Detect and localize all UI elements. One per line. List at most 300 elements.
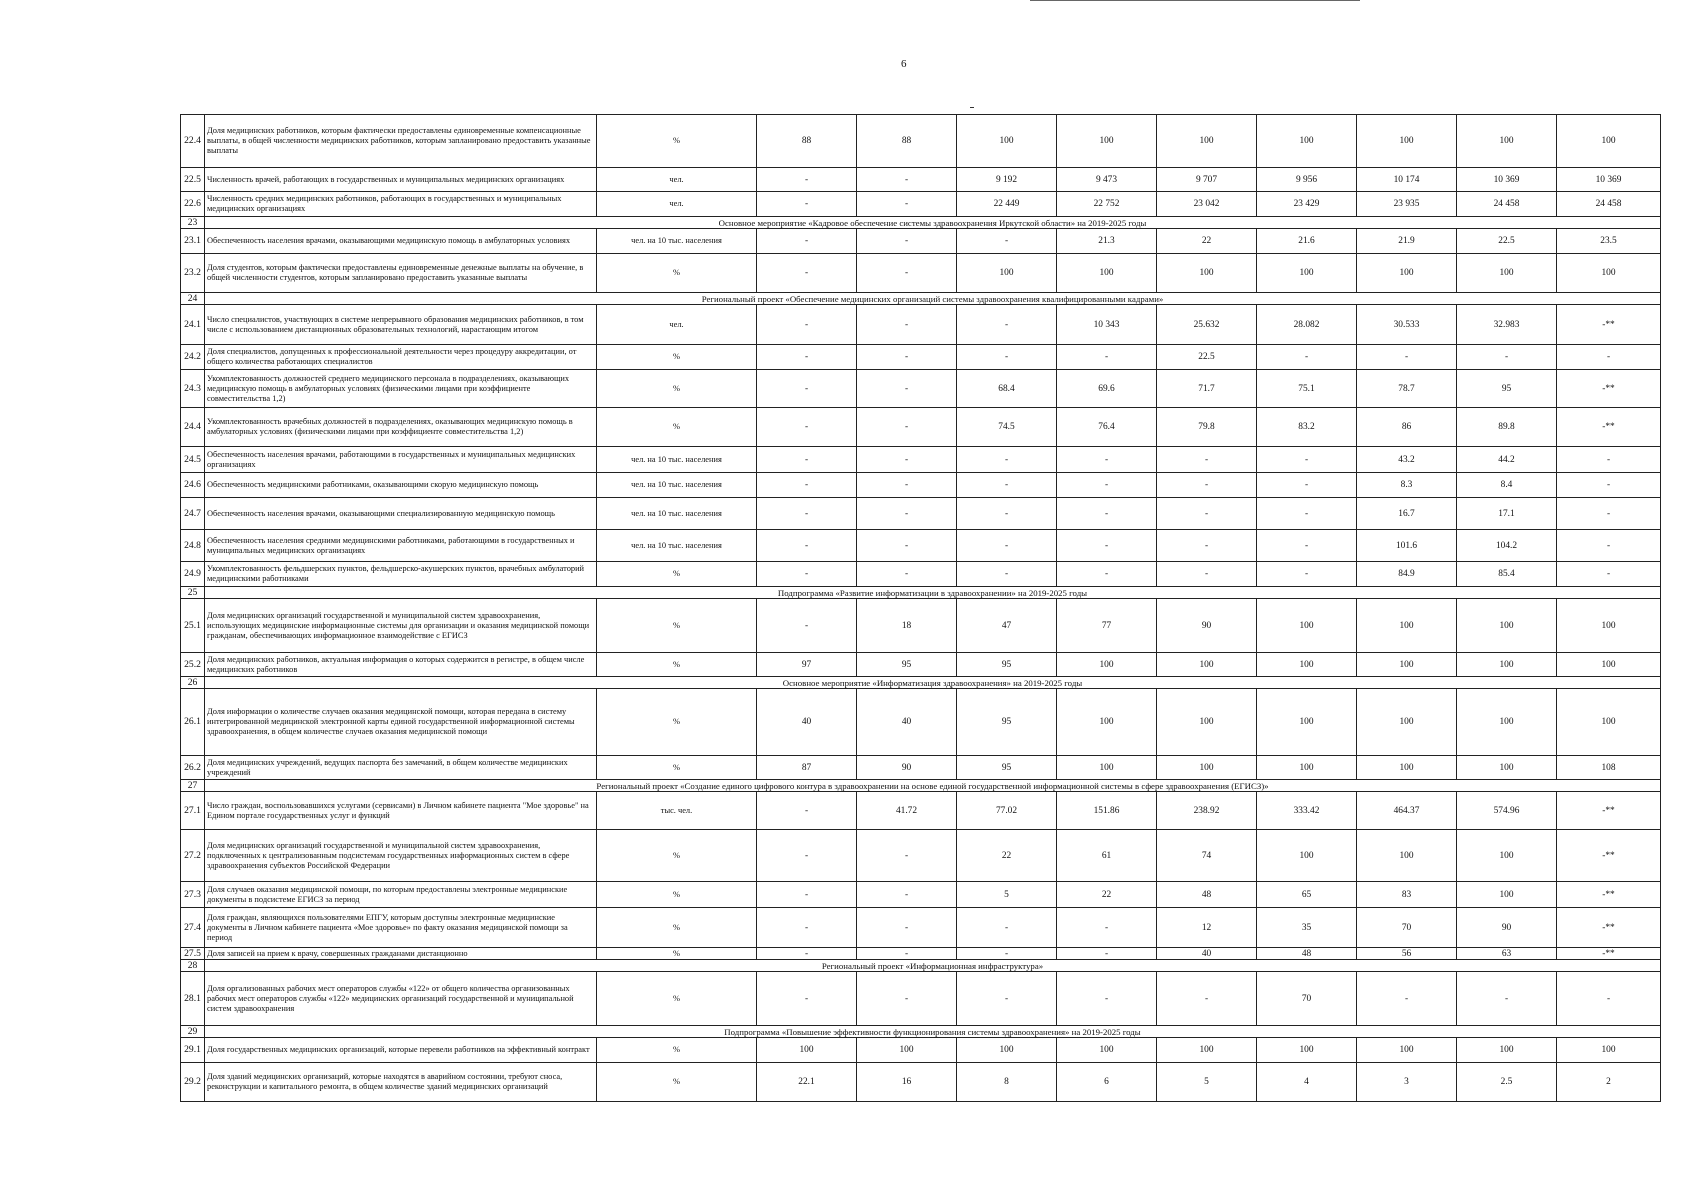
value-cell: - — [757, 830, 857, 882]
row-number: 25 — [181, 587, 205, 599]
value-cell: 61 — [1057, 830, 1157, 882]
value-cell: - — [1557, 498, 1661, 530]
value-cell: 40 — [1157, 948, 1257, 960]
table-row — [181, 689, 1661, 756]
value-cell: 100 — [1457, 254, 1557, 293]
value-cell: 151.86 — [1057, 792, 1157, 830]
value-cell: - — [757, 948, 857, 960]
indicator-name: Доля случаев оказания медицинской помощи, по которым предоставлены электронные медицинские документы в подсистеме ЕГИСЗ за период — [205, 882, 597, 908]
row-number: 24.4 — [181, 408, 205, 447]
value-cell: 100 — [1257, 756, 1357, 780]
table-row — [181, 830, 1661, 882]
value-cell: 16.7 — [1357, 498, 1457, 530]
value-cell: 77.02 — [957, 792, 1057, 830]
value-cell: - — [957, 530, 1057, 562]
unit-cell: % — [597, 599, 757, 653]
table-row — [181, 1063, 1661, 1102]
value-cell: 100 — [1457, 1038, 1557, 1063]
value-cell: 100 — [1557, 599, 1661, 653]
value-cell: 24 458 — [1557, 192, 1661, 217]
value-cell: - — [1157, 972, 1257, 1026]
value-cell: 44.2 — [1457, 447, 1557, 473]
value-cell: - — [1057, 972, 1157, 1026]
indicator-name: Число специалистов, участвующих в системе непрерывного образования медицинских работников, в том числе с использованием дистанционных образовательных технологий, нарастающим итогом — [205, 305, 597, 345]
value-cell: 100 — [1257, 254, 1357, 293]
table-row — [181, 115, 1661, 168]
table-row — [181, 882, 1661, 908]
unit-cell: % — [597, 972, 757, 1026]
value-cell: - — [757, 530, 857, 562]
table-row — [181, 530, 1661, 562]
row-number: 23 — [181, 217, 205, 229]
scan-dash-mark — [970, 107, 974, 108]
value-cell: - — [757, 305, 857, 345]
section-row — [181, 587, 1661, 599]
value-cell: - — [757, 882, 857, 908]
value-cell: 4 — [1257, 1063, 1357, 1102]
value-cell: 90 — [1457, 908, 1557, 948]
value-cell: 100 — [1057, 689, 1157, 756]
unit-cell: чел. на 10 тыс. населения — [597, 473, 757, 498]
section-row — [181, 960, 1661, 972]
value-cell: 100 — [1157, 756, 1257, 780]
value-cell: 3 — [1357, 1063, 1457, 1102]
table-row — [181, 447, 1661, 473]
value-cell: 56 — [1357, 948, 1457, 960]
value-cell: 10 369 — [1557, 168, 1661, 192]
indicator-name: Доля медицинских организаций государственной и муниципальной систем здравоохранения, подключенных к централизованным подсистемам государственных информационных систем в сфере здравоохранения субъектов Российской Федерации — [205, 830, 597, 882]
value-cell: 83 — [1357, 882, 1457, 908]
value-cell: 23 042 — [1157, 192, 1257, 217]
value-cell: 22 — [957, 830, 1057, 882]
section-title: Основное мероприятие «Кадровое обеспечение системы здравоохранения Иркутской области» на 2019-2025 годы — [205, 217, 1661, 229]
value-cell: -** — [1557, 908, 1661, 948]
value-cell: - — [757, 908, 857, 948]
table-row — [181, 948, 1661, 960]
value-cell: 87 — [757, 756, 857, 780]
value-cell: - — [957, 948, 1057, 960]
section-row — [181, 1026, 1661, 1038]
value-cell: 95 — [857, 653, 957, 677]
row-number: 22.5 — [181, 168, 205, 192]
indicator-name: Обеспеченность населения врачами, оказывающими специализированную медицинскую помощь — [205, 498, 597, 530]
value-cell: -** — [1557, 882, 1661, 908]
value-cell: 100 — [1157, 653, 1257, 677]
row-number: 24.5 — [181, 447, 205, 473]
value-cell: 101.6 — [1357, 530, 1457, 562]
scan-edge-line — [1030, 0, 1360, 1]
value-cell: 70 — [1257, 972, 1357, 1026]
value-cell: 90 — [857, 756, 957, 780]
value-cell: 100 — [1357, 830, 1457, 882]
value-cell: - — [1557, 473, 1661, 498]
value-cell: 100 — [1457, 115, 1557, 168]
indicator-name: Доля оргализованных рабочих мест операторов службы «122» от общего количества организованных рабочих мест операторов службы «122» медицинских организаций государственной и муниципальной систем здравоохранения — [205, 972, 597, 1026]
value-cell: 100 — [1057, 653, 1157, 677]
value-cell: 95 — [957, 756, 1057, 780]
value-cell: - — [857, 254, 957, 293]
value-cell: 100 — [1057, 254, 1157, 293]
value-cell: 68.4 — [957, 370, 1057, 408]
unit-cell: чел. — [597, 192, 757, 217]
value-cell: - — [757, 192, 857, 217]
value-cell: - — [1257, 530, 1357, 562]
section-title: Региональный проект «Создание единого цифрового контура в здравоохранении на основе единой государственной информационной системы в сфере здравоохранения (ЕГИСЗ)» — [205, 780, 1661, 792]
value-cell: 333.42 — [1257, 792, 1357, 830]
indicator-name: Укомплектованность врачебных должностей в подразделениях, оказывающих медицинскую помощь в амбулаторных условиях (физическими лицами при коэффициенте совместительства 1,2) — [205, 408, 597, 447]
unit-cell: % — [597, 830, 757, 882]
unit-cell: % — [597, 562, 757, 587]
section-title: Региональный проект «Обеспечение медицинских организаций системы здравоохранения квалифицированными кадрами» — [205, 293, 1661, 305]
value-cell: 90 — [1157, 599, 1257, 653]
unit-cell: чел. на 10 тыс. населения — [597, 447, 757, 473]
indicator-name: Доля государственных медицинских организаций, которые перевели работников на эффективный контракт — [205, 1038, 597, 1063]
value-cell: 88 — [757, 115, 857, 168]
row-number: 27.3 — [181, 882, 205, 908]
value-cell: 6 — [1057, 1063, 1157, 1102]
value-cell: 23 935 — [1357, 192, 1457, 217]
value-cell: 100 — [1457, 882, 1557, 908]
row-number: 26.2 — [181, 756, 205, 780]
value-cell: 574.96 — [1457, 792, 1557, 830]
value-cell: 100 — [757, 1038, 857, 1063]
value-cell: 22 — [1057, 882, 1157, 908]
value-cell: 69.6 — [1057, 370, 1157, 408]
unit-cell: % — [597, 408, 757, 447]
value-cell: - — [757, 229, 857, 254]
value-cell: 8.4 — [1457, 473, 1557, 498]
indicator-name: Доля студентов, которым фактически предоставлены единовременные денежные выплаты на обучение, в общей численности студентов, которым запланировано предоставить указанные выплаты — [205, 254, 597, 293]
value-cell: - — [1057, 530, 1157, 562]
value-cell: 100 — [1357, 653, 1457, 677]
value-cell: 464.37 — [1357, 792, 1457, 830]
value-cell: 100 — [1157, 1038, 1257, 1063]
value-cell: 8.3 — [1357, 473, 1457, 498]
value-cell: - — [1257, 562, 1357, 587]
value-cell: 100 — [1557, 1038, 1661, 1063]
indicator-name: Обеспеченность населения врачами, работающими в государственных и муниципальных медицинских организациях — [205, 447, 597, 473]
table-row — [181, 473, 1661, 498]
row-number: 28 — [181, 960, 205, 972]
table-row — [181, 792, 1661, 830]
value-cell: 79.8 — [1157, 408, 1257, 447]
value-cell: - — [957, 972, 1057, 1026]
unit-cell: % — [597, 254, 757, 293]
value-cell: - — [1257, 345, 1357, 370]
value-cell: 100 — [957, 115, 1057, 168]
value-cell: 10 369 — [1457, 168, 1557, 192]
value-cell: 23.5 — [1557, 229, 1661, 254]
table-row — [181, 254, 1661, 293]
value-cell: - — [857, 830, 957, 882]
value-cell: 22 752 — [1057, 192, 1157, 217]
row-number: 24.8 — [181, 530, 205, 562]
value-cell: - — [1457, 972, 1557, 1026]
value-cell: 10 343 — [1057, 305, 1157, 345]
value-cell: 5 — [1157, 1063, 1257, 1102]
section-row — [181, 217, 1661, 229]
value-cell: 100 — [1157, 115, 1257, 168]
value-cell: 100 — [1257, 689, 1357, 756]
value-cell: 48 — [1157, 882, 1257, 908]
table-row — [181, 1038, 1661, 1063]
value-cell: 100 — [1357, 254, 1457, 293]
value-cell: 100 — [1157, 254, 1257, 293]
value-cell: - — [1057, 498, 1157, 530]
value-cell: - — [1257, 473, 1357, 498]
value-cell: 18 — [857, 599, 957, 653]
row-number: 24.1 — [181, 305, 205, 345]
value-cell: 47 — [957, 599, 1057, 653]
value-cell: - — [1557, 447, 1661, 473]
row-number: 24.9 — [181, 562, 205, 587]
value-cell: 74 — [1157, 830, 1257, 882]
indicator-name: Укомплектованность фельдшерских пунктов, фельдшерско-акушерских пунктов, врачебных амбулаторий медицинскими работниками — [205, 562, 597, 587]
indicator-name: Обеспеченность населения врачами, оказывающими медицинскую помощь в амбулаторных условиях — [205, 229, 597, 254]
value-cell: 100 — [1257, 830, 1357, 882]
value-cell: - — [857, 192, 957, 217]
value-cell: 22 — [1157, 229, 1257, 254]
indicator-name: Доля информации о количестве случаев оказания медицинской помощи, которая передана в систему интегрированной медицинской электронной карты единой государственной информационной системы здравоохранения, в общем количестве случаев оказания медицинской помощи — [205, 689, 597, 756]
value-cell: 100 — [1457, 689, 1557, 756]
row-number: 24.2 — [181, 345, 205, 370]
indicator-name: Численность врачей, работающих в государственных и муниципальных медицинских организациях — [205, 168, 597, 192]
value-cell: -** — [1557, 408, 1661, 447]
indicator-name: Доля медицинских работников, которым фактически предоставлены единовременные компенсационные выплаты, в общей численности медицинских работников, которым запланировано предоставить указанные выплаты — [205, 115, 597, 168]
value-cell: 77 — [1057, 599, 1157, 653]
value-cell: 100 — [1257, 1038, 1357, 1063]
value-cell: 9 707 — [1157, 168, 1257, 192]
value-cell: 9 473 — [1057, 168, 1157, 192]
value-cell: - — [1557, 562, 1661, 587]
indicator-name: Доля зданий медицинских организаций, которые находятся в аварийном состоянии, требуют сноса, реконструкции и капитального ремонта, в общем количестве зданий медицинских организаций — [205, 1063, 597, 1102]
value-cell: - — [857, 562, 957, 587]
unit-cell: % — [597, 1038, 757, 1063]
value-cell: 35 — [1257, 908, 1357, 948]
value-cell: - — [957, 447, 1057, 473]
value-cell: - — [957, 305, 1057, 345]
value-cell: -** — [1557, 792, 1661, 830]
value-cell: 32.983 — [1457, 305, 1557, 345]
row-number: 26.1 — [181, 689, 205, 756]
value-cell: 97 — [757, 653, 857, 677]
value-cell: 100 — [1457, 830, 1557, 882]
value-cell: 100 — [1557, 115, 1661, 168]
section-row — [181, 293, 1661, 305]
value-cell: 41.72 — [857, 792, 957, 830]
value-cell: - — [1057, 447, 1157, 473]
row-number: 29.1 — [181, 1038, 205, 1063]
value-cell: - — [757, 792, 857, 830]
value-cell: - — [1257, 498, 1357, 530]
unit-cell: чел. — [597, 168, 757, 192]
indicator-name: Обеспеченность медицинскими работниками, оказывающими скорую медицинскую помощь — [205, 473, 597, 498]
value-cell: 9 192 — [957, 168, 1057, 192]
value-cell: 85.4 — [1457, 562, 1557, 587]
value-cell: 75.1 — [1257, 370, 1357, 408]
value-cell: - — [857, 229, 957, 254]
value-cell: - — [1157, 530, 1257, 562]
value-cell: - — [757, 972, 857, 1026]
value-cell: 95 — [957, 689, 1057, 756]
value-cell: - — [757, 370, 857, 408]
row-number: 25.1 — [181, 599, 205, 653]
value-cell: 25.632 — [1157, 305, 1257, 345]
value-cell: 16 — [857, 1063, 957, 1102]
table-row — [181, 653, 1661, 677]
value-cell: 100 — [1557, 689, 1661, 756]
value-cell: 76.4 — [1057, 408, 1157, 447]
section-row — [181, 780, 1661, 792]
table-row — [181, 168, 1661, 192]
value-cell: 5 — [957, 882, 1057, 908]
value-cell: 9 956 — [1257, 168, 1357, 192]
indicator-name: Доля записей на прием к врачу, совершенных гражданами дистанционно — [205, 948, 597, 960]
value-cell: 17.1 — [1457, 498, 1557, 530]
value-cell: - — [1157, 562, 1257, 587]
value-cell: - — [857, 972, 957, 1026]
value-cell: -** — [1557, 830, 1661, 882]
value-cell: 100 — [1557, 653, 1661, 677]
value-cell: 48 — [1257, 948, 1357, 960]
value-cell: 22.5 — [1157, 345, 1257, 370]
value-cell: 89.8 — [1457, 408, 1557, 447]
row-number: 24.6 — [181, 473, 205, 498]
value-cell: 65 — [1257, 882, 1357, 908]
value-cell: - — [957, 473, 1057, 498]
value-cell: 100 — [1057, 1038, 1157, 1063]
row-number: 25.2 — [181, 653, 205, 677]
unit-cell: % — [597, 370, 757, 408]
unit-cell: % — [597, 756, 757, 780]
value-cell: - — [957, 562, 1057, 587]
section-title: Подпрограмма «Повышение эффективности функционирования системы здравоохранения» на 2019-2025 годы — [205, 1026, 1661, 1038]
value-cell: - — [757, 447, 857, 473]
unit-cell: % — [597, 345, 757, 370]
value-cell: - — [857, 305, 957, 345]
value-cell: 95 — [1457, 370, 1557, 408]
table-row — [181, 229, 1661, 254]
value-cell: 40 — [757, 689, 857, 756]
indicator-name: Доля медицинских организаций государственной и муниципальной систем здравоохранения, использующих медицинские информационные системы для организации и оказания медицинской помощи гражданам, обеспечивающих информационное взаимодействие с ЕГИСЗ — [205, 599, 597, 653]
value-cell: 22.1 — [757, 1063, 857, 1102]
value-cell: - — [957, 345, 1057, 370]
value-cell: 28.082 — [1257, 305, 1357, 345]
value-cell: 86 — [1357, 408, 1457, 447]
value-cell: - — [857, 882, 957, 908]
value-cell: - — [857, 908, 957, 948]
value-cell: 83.2 — [1257, 408, 1357, 447]
table-row — [181, 345, 1661, 370]
value-cell: - — [1057, 345, 1157, 370]
value-cell: 100 — [857, 1038, 957, 1063]
value-cell: 100 — [1357, 599, 1457, 653]
value-cell: - — [1457, 345, 1557, 370]
value-cell: 71.7 — [1157, 370, 1257, 408]
value-cell: 100 — [1557, 254, 1661, 293]
value-cell: 100 — [1357, 756, 1457, 780]
value-cell: -** — [1557, 370, 1661, 408]
value-cell: 95 — [957, 653, 1057, 677]
indicators-table — [180, 114, 1661, 1102]
value-cell: 100 — [1357, 115, 1457, 168]
value-cell: 100 — [1357, 689, 1457, 756]
value-cell: 100 — [1257, 599, 1357, 653]
value-cell: 30.533 — [1357, 305, 1457, 345]
value-cell: 78.7 — [1357, 370, 1457, 408]
unit-cell: чел. на 10 тыс. населения — [597, 229, 757, 254]
indicator-name: Укомплектованность должностей среднего медицинского персонала в подразделениях, оказывающих медицинскую помощь в амбулаторных условиях (физическими лицами при коэффициенте совместительства 1,2) — [205, 370, 597, 408]
value-cell: 12 — [1157, 908, 1257, 948]
value-cell: 108 — [1557, 756, 1661, 780]
table-row — [181, 498, 1661, 530]
value-cell: - — [1557, 972, 1661, 1026]
value-cell: - — [857, 370, 957, 408]
value-cell: - — [1057, 948, 1157, 960]
value-cell: - — [1257, 447, 1357, 473]
value-cell: 104.2 — [1457, 530, 1557, 562]
value-cell: 22 449 — [957, 192, 1057, 217]
row-number: 27 — [181, 780, 205, 792]
value-cell: - — [957, 498, 1057, 530]
unit-cell: чел. на 10 тыс. населения — [597, 498, 757, 530]
value-cell: 70 — [1357, 908, 1457, 948]
indicator-name: Число граждан, воспользовавшихся услугами (сервисами) в Личном кабинете пациента "Мое здоровье" на Едином портале государственных услуг и функций — [205, 792, 597, 830]
value-cell: - — [757, 345, 857, 370]
value-cell: 100 — [957, 254, 1057, 293]
row-number: 26 — [181, 677, 205, 689]
row-number: 27.2 — [181, 830, 205, 882]
value-cell: 24 458 — [1457, 192, 1557, 217]
value-cell: - — [1057, 908, 1157, 948]
unit-cell: % — [597, 115, 757, 168]
indicator-name: Доля медицинских работников, актуальная информация о которых содержится в регистре, в общем числе медицинских работников — [205, 653, 597, 677]
value-cell: - — [1557, 345, 1661, 370]
value-cell: 100 — [1457, 756, 1557, 780]
row-number: 27.1 — [181, 792, 205, 830]
value-cell: 100 — [1257, 115, 1357, 168]
unit-cell: чел. — [597, 305, 757, 345]
row-number: 27.5 — [181, 948, 205, 960]
table-row — [181, 408, 1661, 447]
value-cell: 21.9 — [1357, 229, 1457, 254]
value-cell: - — [857, 948, 957, 960]
value-cell: 100 — [1357, 1038, 1457, 1063]
table-row — [181, 756, 1661, 780]
table-row — [181, 599, 1661, 653]
unit-cell: % — [597, 882, 757, 908]
row-number: 23.1 — [181, 229, 205, 254]
value-cell: - — [1057, 562, 1157, 587]
value-cell: 88 — [857, 115, 957, 168]
value-cell: 21.3 — [1057, 229, 1157, 254]
value-cell: - — [757, 599, 857, 653]
section-title: Региональный проект «Информационная инфраструктура» — [205, 960, 1661, 972]
value-cell: - — [1157, 473, 1257, 498]
value-cell: - — [1357, 972, 1457, 1026]
table-row — [181, 192, 1661, 217]
unit-cell: % — [597, 1063, 757, 1102]
value-cell: - — [1557, 530, 1661, 562]
unit-cell: чел. на 10 тыс. населения — [597, 530, 757, 562]
value-cell: - — [757, 473, 857, 498]
unit-cell: % — [597, 689, 757, 756]
section-title: Основное мероприятие «Информатизация здравоохранения» на 2019-2025 годы — [205, 677, 1661, 689]
section-row — [181, 677, 1661, 689]
value-cell: 21.6 — [1257, 229, 1357, 254]
value-cell: 100 — [957, 1038, 1057, 1063]
value-cell: 238.92 — [1157, 792, 1257, 830]
